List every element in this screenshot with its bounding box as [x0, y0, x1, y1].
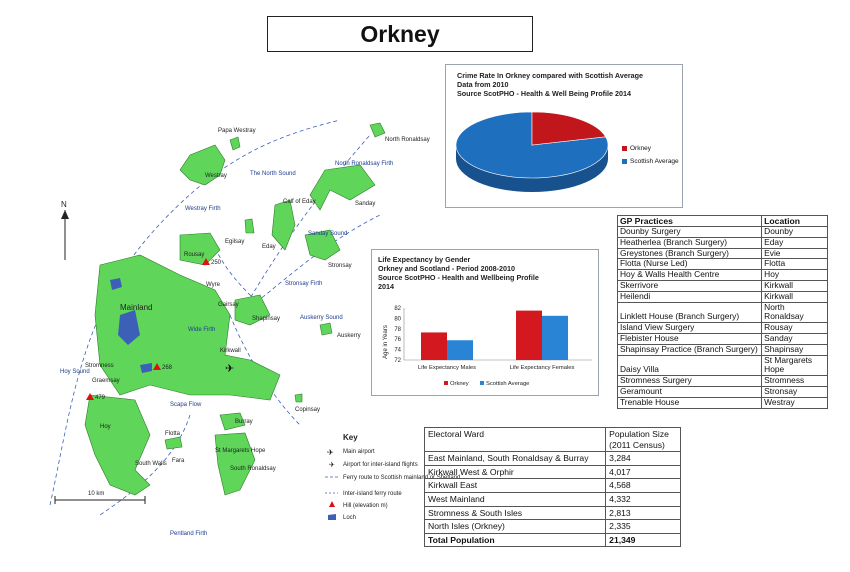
ward-name-cell: East Mainland, South Ronaldsay & Burray — [425, 452, 606, 466]
life-chart-title-line-1: Life Expectancy by Gender — [378, 255, 471, 264]
island-eday — [272, 200, 295, 250]
ward-total-row — [425, 533, 681, 547]
bar-orkney-males — [421, 332, 447, 360]
hill-label-3: 479 — [95, 395, 106, 401]
ward-header-ward: Electoral Ward — [425, 428, 606, 452]
page-title: Orkney — [267, 16, 533, 52]
gp-practice-cell: Island View Surgery — [618, 323, 762, 334]
label-stromness: Stromness — [85, 363, 114, 369]
ward-population-cell: 2,813 — [606, 506, 681, 520]
legend-label-orkney: Orkney — [630, 145, 651, 152]
gp-practice-cell: Trenable House — [618, 397, 762, 408]
gp-practice-cell: Linklett House (Branch Surgery) — [618, 302, 762, 323]
label-copinsay: Copinsay — [295, 407, 321, 413]
crime-chart-title-line-2: Data from 2010 — [457, 80, 509, 89]
crime-chart-title-line-3: Source ScotPHO - Health & Well Being Profile 2014 — [457, 89, 632, 98]
ward-table-row — [425, 479, 681, 493]
island-auskerry — [320, 323, 332, 335]
gp-table-row — [618, 227, 828, 238]
gp-practice-cell: Flebister House — [618, 333, 762, 344]
gp-practice-cell: Dounby Surgery — [618, 227, 762, 238]
gp-location-cell: Flotta — [762, 259, 828, 270]
ward-name-cell: Kirkwall East — [425, 479, 606, 493]
label-flotta: Flotta — [165, 431, 181, 437]
ward-total-label: Total Population — [425, 533, 606, 547]
ward-table-row — [425, 520, 681, 534]
life-chart-title-line-2: Orkney and Scotland - Period 2008-2010 — [378, 264, 516, 273]
gp-location-cell: Westray — [762, 397, 828, 408]
label-westray: Westray — [205, 173, 227, 179]
ward-table-row — [425, 452, 681, 466]
gp-location-cell: Evie — [762, 248, 828, 259]
life-chart-title-line-4: 2014 — [378, 282, 394, 291]
gp-practice-cell: Daisy Villa — [618, 355, 762, 376]
legend-label-orkney-bar: Orkney — [450, 381, 469, 387]
main-airport-icon: ✈ — [225, 363, 235, 375]
gp-table-row — [618, 248, 828, 259]
gp-practice-cell: Stromness Surgery — [618, 376, 762, 387]
ward-population-cell: 2,335 — [606, 520, 681, 534]
label-shapinsay: Shapinsay — [252, 316, 281, 322]
hill-label-1: 250 — [211, 260, 222, 266]
key-label-inter-island-ferry: Inter-island ferry route — [343, 491, 402, 497]
legend-label-scottish-average: Scottish Average — [630, 158, 679, 165]
north-label: N — [61, 200, 67, 209]
ward-header-row — [425, 428, 681, 452]
label-scapa-flow: Scapa Flow — [170, 402, 202, 408]
island-hoy — [85, 395, 150, 495]
ward-header-pop-line-2: (2011 Census) — [609, 439, 665, 450]
label-north-sound: The North Sound — [250, 171, 296, 177]
label-calf-of-eday: Calf of Eday — [283, 199, 316, 205]
hill-label-2: 268 — [162, 365, 173, 371]
key-title: Key — [343, 433, 358, 442]
label-burray: Burray — [235, 419, 253, 425]
key-label-main-airport: Main airport — [343, 449, 375, 455]
label-pentland-firth: Pentland Firth — [170, 531, 208, 537]
gp-practice-cell: Shapinsay Practice (Branch Surgery) — [618, 344, 762, 355]
label-westray-firth: Westray Firth — [185, 206, 221, 212]
gp-location-cell: Kirkwall — [762, 291, 828, 302]
gp-table-row — [618, 344, 828, 355]
gp-practice-cell: Heilendi — [618, 291, 762, 302]
crime-rate-chart-panel — [445, 64, 683, 208]
gp-table-row — [618, 291, 828, 302]
key-label-inter-island-airport: Airport for inter-island flights — [343, 462, 418, 468]
legend-item-scottish-average — [622, 158, 679, 165]
label-rousay: Rousay — [184, 252, 205, 258]
ward-table-row — [425, 506, 681, 520]
gp-table-row — [618, 333, 828, 344]
island-north-ronaldsay — [370, 123, 385, 137]
label-south-walls: South Walls — [135, 461, 167, 467]
gp-practice-cell: Geramount — [618, 386, 762, 397]
ward-population-cell: 4,332 — [606, 492, 681, 506]
gp-location-cell: Eday — [762, 237, 828, 248]
gp-table-row — [618, 355, 828, 376]
label-eday: Eday — [262, 244, 276, 250]
crime-chart-legend — [622, 145, 679, 165]
ward-header-pop-line-1: Population Size — [609, 429, 669, 439]
key-label-ferry-route: Ferry route to Scottish mainland or Shetland — [343, 475, 461, 481]
y-tick-76: 76 — [394, 337, 401, 344]
island-copinsay — [295, 394, 302, 402]
gp-table-row — [618, 323, 828, 334]
label-north-ronaldsay-firth: North Ronaldsay Firth — [335, 161, 394, 167]
crime-pie-chart — [452, 105, 612, 205]
bar-orkney-females — [516, 311, 542, 360]
key-label-hill: Hill (elevation m) — [343, 503, 388, 509]
y-tick-74: 74 — [394, 347, 401, 354]
ward-name-cell: West Mainland — [425, 492, 606, 506]
key-inter-island-airport-icon: ✈ — [329, 462, 335, 469]
gp-practice-cell: Hoy & Walls Health Centre — [618, 270, 762, 281]
ward-population-cell: 4,017 — [606, 465, 681, 479]
ward-population-cell: 3,284 — [606, 452, 681, 466]
gp-location-cell: Kirkwall — [762, 280, 828, 291]
label-auskerry-sound: Auskerry Sound — [300, 315, 343, 321]
legend-swatch-scottish-bar — [480, 381, 484, 385]
gp-location-cell: Sanday — [762, 333, 828, 344]
label-stronsay-firth: Stronsay Firth — [285, 281, 323, 287]
label-egilsay: Egilsay — [225, 239, 245, 245]
label-north-ronaldsay: North Ronaldsay — [385, 137, 430, 143]
gp-practice-cell: Flotta (Nurse Led) — [618, 259, 762, 270]
gp-practices-table — [617, 215, 828, 409]
north-arrow — [61, 200, 69, 260]
gp-practice-cell: Heatherlea (Branch Surgery) — [618, 237, 762, 248]
label-mainland: Mainland — [120, 303, 153, 312]
gp-header-location: Location — [762, 216, 828, 227]
island-south-ronaldsay — [215, 433, 255, 495]
ward-name-cell: Stromness & South Isles — [425, 506, 606, 520]
gp-location-cell: Stronsay — [762, 386, 828, 397]
electoral-ward-table — [424, 427, 681, 547]
gp-location-cell: Rousay — [762, 323, 828, 334]
y-axis-label: Age in Years — [383, 325, 389, 359]
gp-location-cell: Shapinsay — [762, 344, 828, 355]
label-stronsay: Stronsay — [328, 263, 352, 269]
label-sanday-sound: Sanday Sound — [308, 231, 348, 237]
bar-scottish-average-females — [542, 316, 568, 360]
gp-table-row — [618, 270, 828, 281]
legend-label-scottish-bar: Scottish Average — [486, 381, 530, 387]
y-tick-82: 82 — [394, 306, 401, 312]
life-chart-title — [378, 255, 539, 291]
x-category-females: Life Expectancy Females — [509, 365, 575, 371]
legend-swatch-orkney — [622, 146, 627, 151]
ward-total-value: 21,349 — [606, 533, 681, 547]
label-sanday: Sanday — [355, 201, 376, 207]
y-tick-78: 78 — [394, 326, 401, 333]
gp-table-row — [618, 386, 828, 397]
y-tick-72: 72 — [394, 358, 401, 364]
y-tick-80: 80 — [394, 316, 401, 323]
gp-table-row — [618, 237, 828, 248]
gp-practices-table-wrap — [617, 215, 828, 409]
label-south-ronaldsay: South Ronaldsay — [230, 466, 276, 472]
gp-header-practice: GP Practices — [618, 216, 762, 227]
island-westray — [180, 145, 225, 185]
crime-chart-title-line-1: Crime Rate In Orkney compared with Scottish Average — [457, 71, 643, 80]
ward-population-cell: 4,568 — [606, 479, 681, 493]
label-papa-westray: Papa Westray — [218, 128, 256, 134]
gp-location-cell: Hoy — [762, 270, 828, 281]
life-bar-chart — [372, 300, 600, 395]
gp-location-cell: Dounby — [762, 227, 828, 238]
legend-swatch-scottish-average — [622, 159, 627, 164]
label-kirkwall: Kirkwall — [220, 348, 241, 354]
ward-table-row — [425, 492, 681, 506]
gp-table-row — [618, 302, 828, 323]
ward-header-population — [606, 428, 681, 452]
label-graemsay: Graemsay — [92, 378, 120, 384]
gp-practice-cell: Greystones (Branch Surgery) — [618, 248, 762, 259]
gp-location-cell: North Ronaldsay — [762, 302, 828, 323]
scale-label: 10 km — [88, 491, 105, 497]
island-papa-westray — [230, 137, 240, 150]
label-auskerry: Auskerry — [337, 333, 361, 339]
ward-table-row — [425, 465, 681, 479]
label-hoy-sound: Hoy Sound — [60, 369, 90, 375]
key-hill-icon — [329, 501, 335, 507]
legend-swatch-orkney-bar — [444, 381, 448, 385]
key-loch-icon — [328, 514, 336, 520]
ward-name-cell: North Isles (Orkney) — [425, 520, 606, 534]
gp-table-row — [618, 376, 828, 387]
island-egilsay — [245, 219, 254, 233]
label-wyre: Wyre — [206, 282, 220, 288]
gp-location-cell: St Margarets Hope — [762, 355, 828, 376]
gp-table-row — [618, 280, 828, 291]
electoral-ward-table-wrap — [424, 427, 681, 547]
x-category-males: Life Expectancy Males — [418, 365, 476, 371]
bar-scottish-average-males — [447, 340, 473, 360]
key-label-loch: Loch — [343, 515, 357, 521]
key-main-airport-icon: ✈ — [327, 448, 334, 457]
gp-practice-cell: Skerrivore — [618, 280, 762, 291]
island-flotta — [165, 437, 182, 449]
gp-header-row — [618, 216, 828, 227]
gp-table-row — [618, 259, 828, 270]
crime-chart-title — [457, 71, 643, 98]
gp-location-cell: Stromness — [762, 376, 828, 387]
life-chart-title-line-3: Source ScotPHO - Health and Wellbeing Profile — [378, 273, 539, 282]
label-wide-firth: Wide Firth — [188, 327, 216, 333]
label-fara: Fara — [172, 458, 185, 464]
life-expectancy-chart-panel — [371, 249, 599, 396]
legend-item-orkney — [622, 145, 679, 152]
gp-table-row — [618, 397, 828, 408]
label-hoy: Hoy — [100, 424, 111, 430]
label-st-margarets-hope: St Margarets Hope — [215, 448, 266, 454]
label-gairsay: Gairsay — [218, 302, 239, 308]
ward-name-cell: Kirkwall West & Orphir — [425, 465, 606, 479]
